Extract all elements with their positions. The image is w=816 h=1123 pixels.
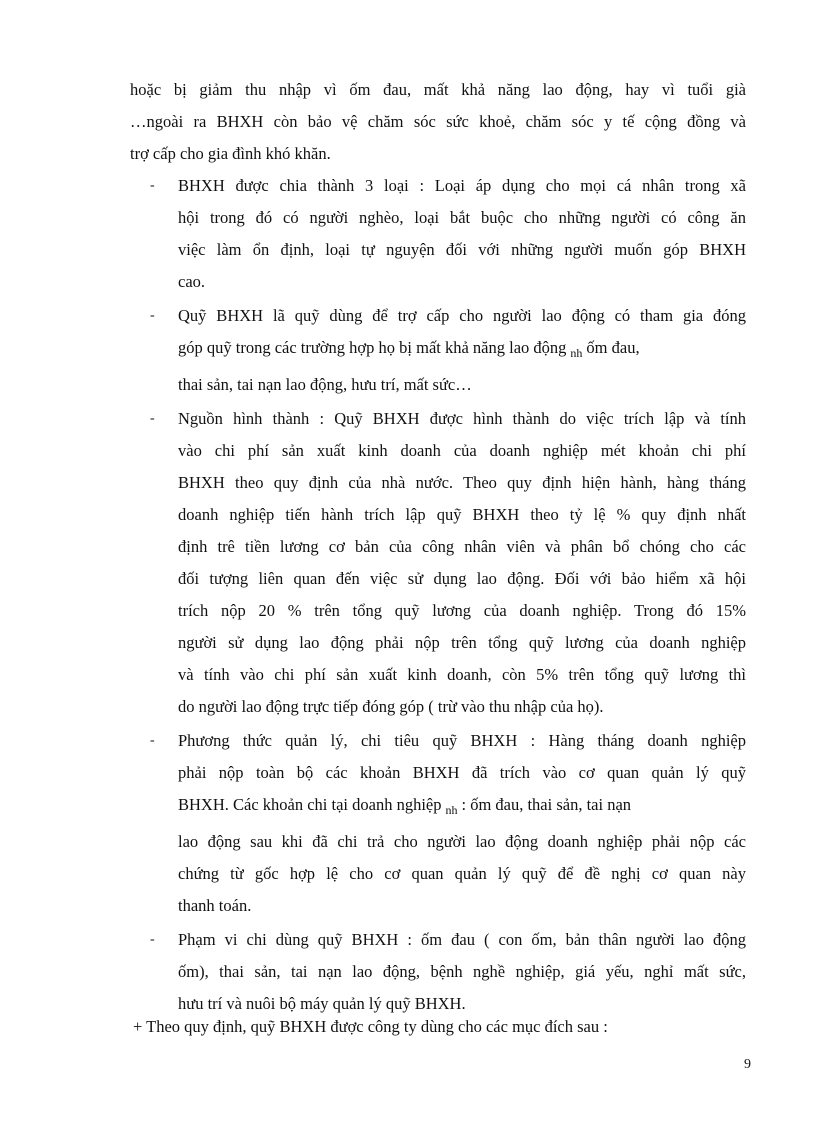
bullet-line: hưu trí và nuôi bộ máy quản lý quỹ BHXH. [178, 994, 466, 1013]
subscript-nh: nh [445, 803, 458, 817]
bullet-line: Quỹ BHXH lã quỹ dùng để trợ cấp cho người lao động có tham gia đóng [178, 306, 746, 325]
intro-paragraph [130, 74, 746, 170]
bullet-line: doanh nghiệp tiến hành trích lập quỹ BHXH theo tỷ lệ % quy định nhất [178, 505, 746, 524]
bullet-line: BHXH theo quy định của nhà nước. Theo quy định hiện hành, hàng tháng [178, 473, 746, 492]
dash-bullet-icon: - [150, 411, 155, 426]
bullet-line: ốm), thai sản, tai nạn lao động, bệnh nghề nghiệp, giá yếu, nghỉ mất sức, [178, 962, 746, 981]
bullet-line: thai sản, tai nạn lao động, hưu trí, mất sức… [178, 375, 472, 394]
bullet-item-bhxh-types [150, 170, 746, 298]
intro-line: hoặc bị giảm thu nhập vì ốm đau, mất khả năng lao động, hay vì tuổi già [130, 80, 746, 99]
bullet-line: Nguồn hình thành : Quỹ BHXH được hình thành do việc trích lập và tính [178, 409, 746, 428]
bullet-line: do người lao động trực tiếp đóng góp ( trừ vào thu nhập của họ). [178, 697, 604, 716]
bullet-line: định trê tiền lương cơ bản của công nhân viên và phân bổ chóng cho các [178, 537, 746, 556]
intro-line: trợ cấp cho gia đình khó khăn. [130, 144, 331, 163]
bullet-line: vào chi phí sản xuất kinh doanh của doanh nghiệp mét khoản chi phí [178, 441, 746, 460]
page-number: 9 [744, 1057, 751, 1072]
bullet-item-spending-scope [150, 924, 746, 1020]
bullet-line [178, 789, 746, 826]
bullet-item-funding-source [150, 403, 746, 723]
bullet-line: việc làm ổn định, loại tự nguyện đối với những người muốn góp BHXH [178, 240, 746, 259]
bullet-line: Phạm vi chi dùng quỹ BHXH : ốm đau ( con ốm, bản thân người lao động [178, 930, 746, 949]
bullet-line: chứng từ gốc hợp lệ cho cơ quan quản lý quỹ để đề nghị cơ quan này [178, 864, 746, 883]
dash-bullet-icon: - [150, 733, 155, 748]
subscript-nh: nh [570, 346, 583, 360]
bullet-item-bhxh-fund [150, 300, 746, 401]
bullet-list [150, 170, 746, 1022]
bullet-line-part: ốm đau, [586, 338, 640, 357]
bullet-line: người sử dụng lao động phải nộp trên tổng quỹ lương của doanh nghiệp [178, 633, 746, 652]
bullet-line: cao. [178, 272, 206, 291]
bullet-line: và tính vào chi phí sản xuất kinh doanh, còn 5% trên tổng quỹ lương thì [178, 665, 746, 684]
dash-bullet-icon: - [150, 178, 155, 193]
dash-bullet-icon: - [150, 932, 155, 947]
dash-bullet-icon: - [150, 308, 155, 323]
bullet-line: đối tượng liên quan đến việc sử dụng lao động. Đối với bảo hiểm xã hội [178, 569, 746, 588]
bullet-line: phải nộp toàn bộ các khoản BHXH đã trích vào cơ quan quản lý quỹ [178, 763, 746, 782]
bullet-line-part: góp quỹ trong các trường hợp họ bị mất khả năng lao động [178, 338, 567, 357]
bullet-item-management-method [150, 725, 746, 922]
bullet-line-part: : ốm đau, thai sản, tai nạn [461, 795, 632, 814]
bullet-line: BHXH được chia thành 3 loại : Loại áp dụng cho mọi cá nhân trong xã [178, 176, 746, 195]
bullet-line-part: BHXH. Các khoản chi tại doanh nghiệp [178, 795, 442, 814]
final-statement: + Theo quy định, quỹ BHXH được công ty dùng cho các mục đích sau : [133, 1017, 608, 1036]
bullet-line: thanh toán. [178, 896, 252, 915]
bullet-line: hội trong đó có người nghèo, loại bắt buộc cho những người có công ăn [178, 208, 746, 227]
intro-line: …ngoài ra BHXH còn bảo vệ chăm sóc sức khoẻ, chăm sóc y tế cộng đồng và [130, 112, 746, 131]
bullet-line [178, 332, 746, 369]
bullet-line: trích nộp 20 % trên tổng quỹ lương của doanh nghiệp. Trong đó 15% [178, 601, 746, 620]
bullet-line: lao động sau khi đã chi trả cho người lao động doanh nghiệp phải nộp các [178, 832, 746, 851]
bullet-line: Phương thức quản lý, chi tiêu quỹ BHXH : Hàng tháng doanh nghiệp [178, 731, 746, 750]
